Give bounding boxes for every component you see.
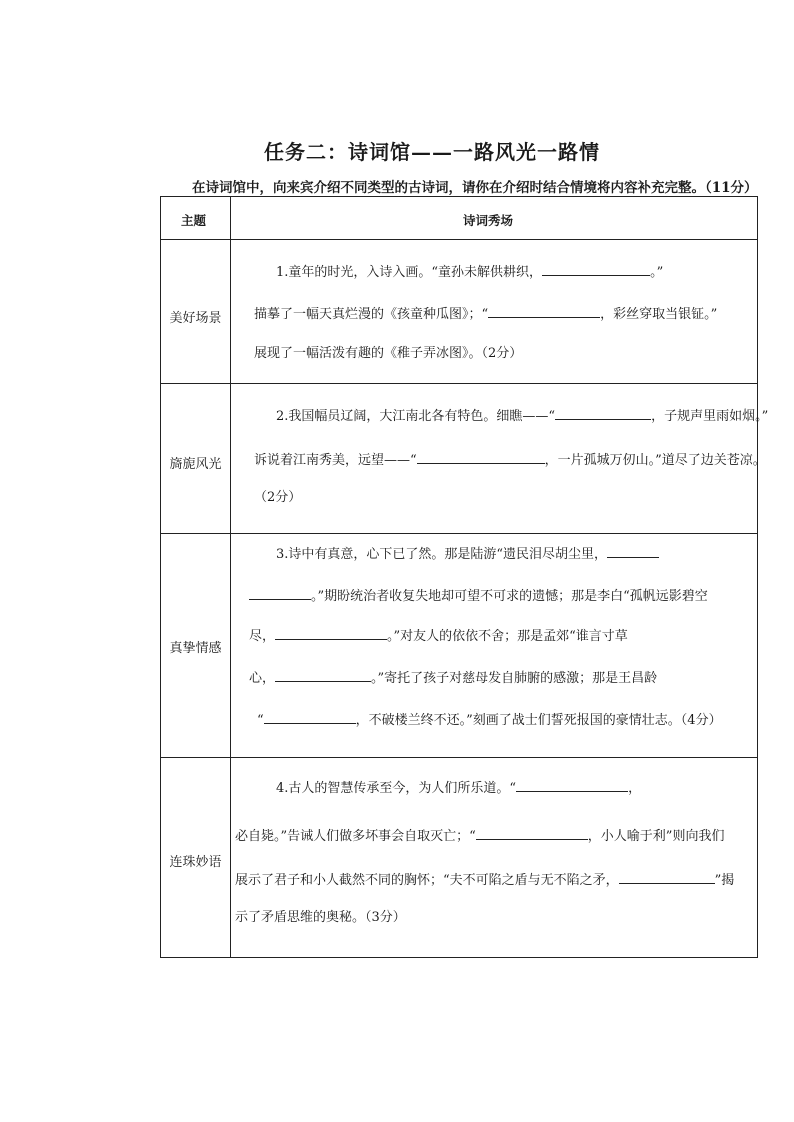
- answer-blank[interactable]: [249, 589, 311, 600]
- answer-blank[interactable]: [619, 873, 715, 884]
- header-content: 诗词秀场: [463, 213, 514, 228]
- answer-blank[interactable]: [275, 671, 371, 682]
- answer-blank[interactable]: [542, 265, 650, 276]
- row-theme-label: 美好场景: [169, 311, 222, 326]
- answer-blank[interactable]: [275, 629, 387, 640]
- answer-blank[interactable]: [555, 409, 651, 420]
- question-line: “ ，不破楼兰终不还。”刻画了战士们誓死报国的豪情壮志。（4分）: [257, 713, 722, 728]
- row-divider: [161, 533, 757, 534]
- question-line: 1.童年的时光，入诗入画。“童孙未解供耕织， 。”: [276, 265, 664, 280]
- header-divider: [161, 239, 757, 240]
- question-line: 展示了君子和小人截然不同的胸怀；“夫不可陷之盾与无不陷之矛， ”揭: [235, 873, 735, 888]
- answer-blank[interactable]: [417, 453, 545, 464]
- question-line: 诉说着江南秀美，远望——“ ，一片孤城万仞山。”道尽了边关苍凉。: [254, 453, 766, 468]
- poetry-table: [160, 196, 769, 958]
- answer-blank[interactable]: [516, 781, 628, 792]
- page-title: 任务二：诗词馆——一路风光一路情: [264, 140, 600, 164]
- question-line: 3.诗中有真意，心下已了然。那是陆游“遗民泪尽胡尘里，: [276, 547, 659, 561]
- question-line: （2分）: [254, 490, 302, 505]
- question-line: 2.我国幅员辽阔，大江南北各有特色。细瞧——“ ，子规声里雨如烟。”: [276, 409, 769, 424]
- question-line: 必自毙。”告诫人们做多坏事会自取灭亡；“ ，小人喻于利”则向我们: [235, 829, 725, 844]
- row-divider: [161, 383, 757, 384]
- row-theme-label: 旖旎风光: [169, 457, 222, 472]
- column-divider: [230, 197, 231, 957]
- header-theme: 主题: [181, 213, 207, 228]
- question-line: 展现了一幅活泼有趣的《稚子弄冰图》。（2分）: [254, 346, 523, 361]
- answer-blank[interactable]: [488, 307, 600, 318]
- question-line: 4.古人的智慧传承至今，为人们所乐道。“ ，: [276, 781, 642, 796]
- question-line: 描摹了一幅天真烂漫的《孩童种瓜图》；“ ，彩丝穿取当银钲。”: [254, 307, 718, 322]
- answer-blank[interactable]: [476, 829, 588, 840]
- question-line: 心， 。”寄托了孩子对慈母发自肺腑的感激；那是王昌龄: [249, 671, 658, 686]
- question-line: 尽， 。”对友人的依依不舍；那是孟郊“谁言寸草: [249, 629, 628, 644]
- question-line: 。”期盼统治者收复失地却可望不可求的遗憾；那是李白“孤帆远影碧空: [249, 589, 708, 603]
- intro-text: 在诗词馆中，向来宾介绍不同类型的古诗词，请你在介绍时结合情境将内容补充完整。（11分）: [192, 180, 758, 196]
- row-divider: [161, 757, 757, 758]
- question-line: 示了矛盾思维的奥秘。（3分）: [235, 910, 406, 925]
- row-theme-label: 连珠妙语: [169, 855, 222, 870]
- answer-blank[interactable]: [607, 547, 659, 558]
- answer-blank[interactable]: [264, 713, 356, 724]
- row-theme-label: 真挚情感: [169, 641, 222, 656]
